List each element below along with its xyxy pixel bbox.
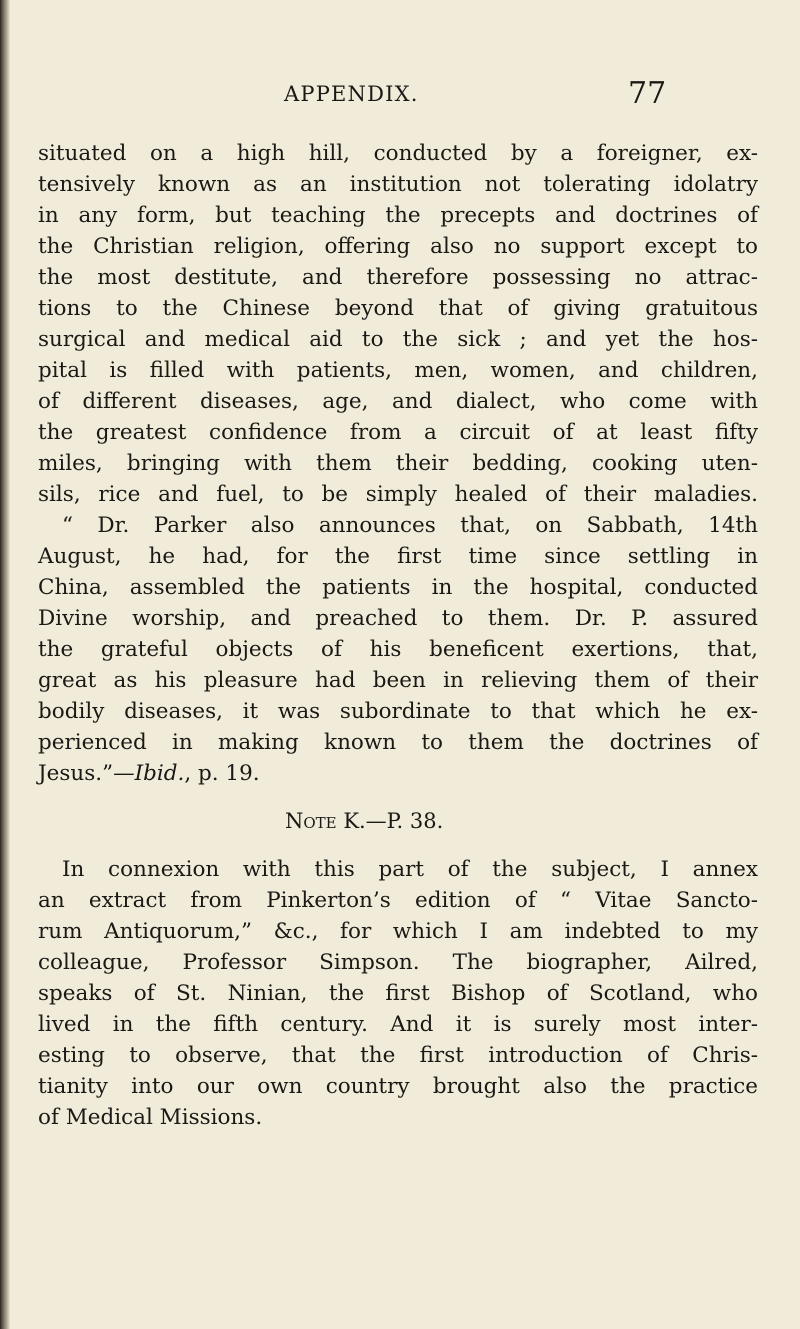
text-line: the grateful objects of his beneficent exertions, that, xyxy=(38,637,758,662)
text-line: tions to the Chinese beyond that of giving gratuitous xyxy=(38,296,758,321)
text-line: the most destitute, and therefore possessing no attrac- xyxy=(38,265,758,290)
paragraph-hospital xyxy=(38,138,758,510)
text-line: pital is filled with patients, men, women, and children, xyxy=(38,358,758,383)
paragraph-ninian xyxy=(38,854,758,1133)
citation-line xyxy=(38,758,758,789)
body-text xyxy=(38,138,758,1133)
text-line: situated on a high hill, conducted by a foreigner, ex- xyxy=(38,141,758,166)
text-line: of different diseases, age, and dialect, who come with xyxy=(38,389,758,414)
page-number: 77 xyxy=(628,76,667,111)
text-line: in any form, but teaching the precepts and doctrines of xyxy=(38,203,758,228)
text-line: colleague, Professor Simpson. The biographer, Ailred, xyxy=(38,950,758,975)
text-line: “ Dr. Parker also announces that, on Sabbath, 14th xyxy=(62,513,758,538)
text-line: the greatest confidence from a circuit of at least fifty xyxy=(38,420,758,445)
text-line: sils, rice and fuel, to be simply healed of their maladies. xyxy=(38,482,758,507)
text-line: tianity into our own country brought also the practice xyxy=(38,1074,758,1099)
text-line: speaks of St. Ninian, the first Bishop of Scotland, who xyxy=(38,981,758,1006)
text-line: surgical and medical aid to the sick ; and yet the hos- xyxy=(38,327,758,352)
text-line: bodily diseases, it was subordinate to that which he ex- xyxy=(38,699,758,724)
running-head: APPENDIX. xyxy=(284,82,419,106)
text-line: esting to observe, that the first introduction of Chris- xyxy=(38,1043,758,1068)
note-word: Note xyxy=(285,809,337,833)
text-line: perienced in making known to them the doctrines of xyxy=(38,730,758,755)
book-spine-edge xyxy=(0,0,10,1329)
text-line: great as his pleasure had been in relieving them of their xyxy=(38,668,758,693)
section-gap xyxy=(38,837,758,854)
text-line: lived in the fifth century. And it is surely most inter- xyxy=(38,1012,758,1037)
text-line: the Christian religion, offering also no support except to xyxy=(38,234,758,259)
text-line: August, he had, for the first time since settling in xyxy=(38,544,758,569)
text-line: miles, bringing with them their bedding, cooking uten- xyxy=(38,451,758,476)
text-line: an extract from Pinkerton’s edition of “ Vitae Sancto- xyxy=(38,888,758,913)
note-reference: K.—P. 38. xyxy=(336,809,444,833)
note-heading xyxy=(38,806,758,837)
text-line: Divine worship, and preached to them. Dr. P. assured xyxy=(38,606,758,631)
paragraph-parker xyxy=(38,510,758,789)
section-gap xyxy=(38,789,758,806)
citation-ibid: Ibid. xyxy=(134,761,185,786)
text-line: China, assembled the patients in the hospital, conducted xyxy=(38,575,758,600)
citation-page: , p. 19. xyxy=(184,761,260,786)
citation-text: Jesus.”— xyxy=(38,761,135,786)
page-header xyxy=(0,76,800,116)
text-line: In connexion with this part of the subject, I annex xyxy=(62,857,758,882)
text-line: tensively known as an institution not tolerating idolatry xyxy=(38,172,758,197)
text-line: rum Antiquorum,” &c., for which I am indebted to my xyxy=(38,919,758,944)
text-line: of Medical Missions. xyxy=(38,1105,263,1130)
